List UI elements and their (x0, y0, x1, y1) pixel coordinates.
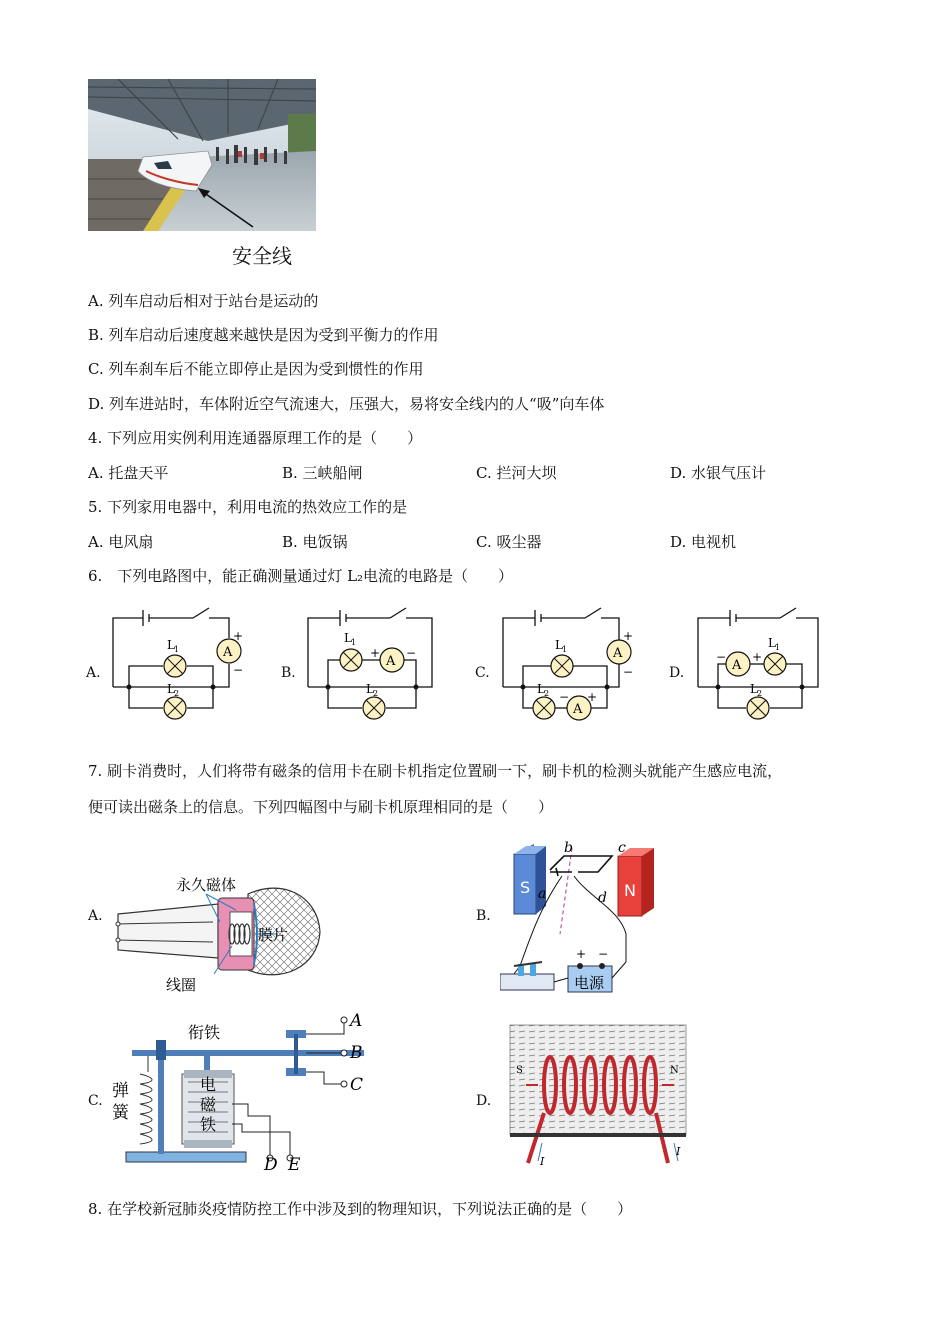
q6-option-a-label[interactable]: A. (86, 665, 101, 681)
svg-text:线圈: 线圈 (166, 976, 197, 994)
q5-option-b[interactable]: B. 电饭锅 (282, 533, 348, 551)
microphone-figure[interactable] (108, 866, 338, 996)
svg-text:N: N (670, 1065, 679, 1076)
svg-text:I: I (676, 1145, 681, 1158)
svg-text:A: A (573, 702, 583, 717)
svg-text:A: A (386, 654, 396, 669)
svg-text:−: − (559, 690, 570, 704)
q3-option-d[interactable]: D. 列车进站时，车体附近空气流速大，压强大，易将安全线内的人“吸”向车体 (88, 395, 605, 413)
svg-text:−: − (598, 947, 609, 961)
svg-text:簧: 簧 (112, 1103, 129, 1123)
q3-option-b[interactable]: B. 列车启动后速度越来越快是因为受到平衡力的作用 (88, 326, 439, 344)
motor-figure[interactable] (500, 838, 670, 998)
svg-text:−: − (623, 665, 634, 679)
svg-text:1: 1 (775, 643, 781, 652)
q5-option-a[interactable]: A. 电风扇 (88, 533, 154, 551)
ammeter (380, 648, 404, 672)
svg-text:I: I (540, 1155, 545, 1168)
svg-text:L: L (167, 682, 175, 696)
photo-caption: 安全线 (232, 244, 292, 268)
svg-text:S: S (520, 878, 531, 897)
svg-text:+: + (623, 629, 634, 643)
svg-text:2: 2 (373, 689, 379, 698)
lamp-l1 (551, 655, 573, 677)
svg-text:L: L (366, 682, 374, 696)
svg-text:a: a (538, 886, 547, 902)
svg-text:1: 1 (351, 638, 357, 647)
circuit-a[interactable] (105, 600, 255, 722)
circuit-c[interactable] (495, 600, 645, 722)
station-photo (88, 79, 316, 231)
svg-text:d: d (598, 890, 607, 906)
lamp-l1 (340, 649, 362, 671)
q5-stem: 5. 下列家用电器中，利用电流的热效应工作的是 (88, 498, 408, 516)
lamp-l2 (533, 697, 555, 719)
q7-stem-line1: 7. 刷卡消费时，人们将带有磁条的信用卡在刷卡机指定位置刷一下，刷卡机的检测头就能产生感应电流， (88, 762, 783, 780)
svg-text:−: − (716, 650, 727, 664)
ammeter-top (607, 640, 631, 664)
svg-text:膜片: 膜片 (258, 926, 289, 944)
svg-text:2: 2 (757, 689, 763, 698)
svg-text:A: A (732, 658, 742, 673)
svg-text:A: A (223, 645, 233, 660)
svg-text:b: b (564, 840, 573, 856)
svg-text:A: A (613, 646, 623, 661)
svg-text:永久磁体: 永久磁体 (176, 876, 237, 894)
svg-text:铁: 铁 (200, 1115, 217, 1134)
svg-text:c: c (618, 840, 626, 856)
svg-text:+: + (752, 650, 763, 664)
q7-stem-line2: 便可读出磁条上的信息。下列四幅图中与刷卡机原理相同的是（ ） (88, 798, 554, 816)
q3-option-c[interactable]: C. 列车刹车后不能立即停止是因为受到惯性的作用 (88, 360, 424, 378)
q6-option-c-label[interactable]: C. (475, 665, 490, 681)
ammeter (726, 652, 750, 676)
svg-text:D: D (264, 1155, 278, 1172)
lamp-l1 (164, 655, 186, 677)
q6-stem: 6. 下列电路图中，能正确测量通过灯 L₂电流的电路是（ ） (88, 567, 514, 585)
svg-text:−: − (406, 646, 417, 660)
svg-text:N: N (624, 881, 636, 900)
svg-text:L: L (167, 638, 175, 652)
q4-option-b[interactable]: B. 三峡船闸 (282, 464, 363, 482)
q4-option-c[interactable]: C. 拦河大坝 (476, 464, 557, 482)
lamp-l2 (747, 697, 769, 719)
svg-text:L: L (768, 636, 776, 650)
svg-text:−: − (233, 663, 244, 677)
svg-text:1: 1 (562, 645, 568, 654)
svg-text:电源: 电源 (574, 974, 605, 992)
svg-text:1: 1 (174, 645, 180, 654)
q4-option-a[interactable]: A. 托盘天平 (88, 464, 169, 482)
svg-text:弹: 弹 (112, 1081, 129, 1101)
svg-text:+: + (370, 646, 381, 660)
svg-text:电: 电 (200, 1075, 217, 1094)
q8-stem: 8. 在学校新冠肺炎疫情防控工作中涉及到的物理知识，下列说法正确的是（ ） (88, 1200, 633, 1218)
svg-text:衔铁: 衔铁 (188, 1023, 221, 1042)
svg-text:+: + (233, 629, 244, 643)
relay-figure[interactable] (108, 1012, 368, 1172)
q7-option-d-label[interactable]: D. (476, 1093, 492, 1109)
circuit-d[interactable] (690, 600, 840, 722)
svg-text:2: 2 (544, 689, 550, 698)
q7-option-b-label[interactable]: B. (476, 908, 491, 924)
svg-text:L: L (750, 682, 758, 696)
q5-option-c[interactable]: C. 吸尘器 (476, 533, 542, 551)
svg-text:L: L (537, 682, 545, 696)
svg-text:A: A (350, 1012, 363, 1031)
q4-stem: 4. 下列应用实例利用连通器原理工作的是（ ） (88, 429, 423, 447)
svg-text:磁: 磁 (200, 1095, 217, 1114)
svg-text:L: L (344, 631, 352, 645)
q7-option-a-label[interactable]: A. (88, 908, 103, 924)
q3-option-a[interactable]: A. 列车启动后相对于站台是运动的 (88, 292, 319, 310)
q4-option-d[interactable]: D. 水银气压计 (670, 464, 767, 482)
svg-text:2: 2 (174, 689, 180, 698)
solenoid-figure[interactable] (508, 1023, 688, 1168)
svg-text:+: + (576, 947, 587, 961)
svg-text:+: + (587, 690, 598, 704)
q7-option-c-label[interactable]: C. (88, 1093, 103, 1109)
lamp-l1 (764, 653, 786, 675)
lamp-l2 (363, 697, 385, 719)
svg-text:C: C (350, 1075, 364, 1095)
svg-text:L: L (555, 638, 563, 652)
circuit-b[interactable] (300, 600, 450, 722)
q6-option-d-label[interactable]: D. (669, 665, 685, 681)
q6-option-b-label[interactable]: B. (281, 665, 296, 681)
lamp-l2 (164, 697, 186, 719)
svg-text:E: E (288, 1155, 301, 1172)
svg-text:B: B (350, 1043, 363, 1063)
svg-text:S: S (516, 1065, 523, 1076)
q5-option-d[interactable]: D. 电视机 (670, 533, 737, 551)
